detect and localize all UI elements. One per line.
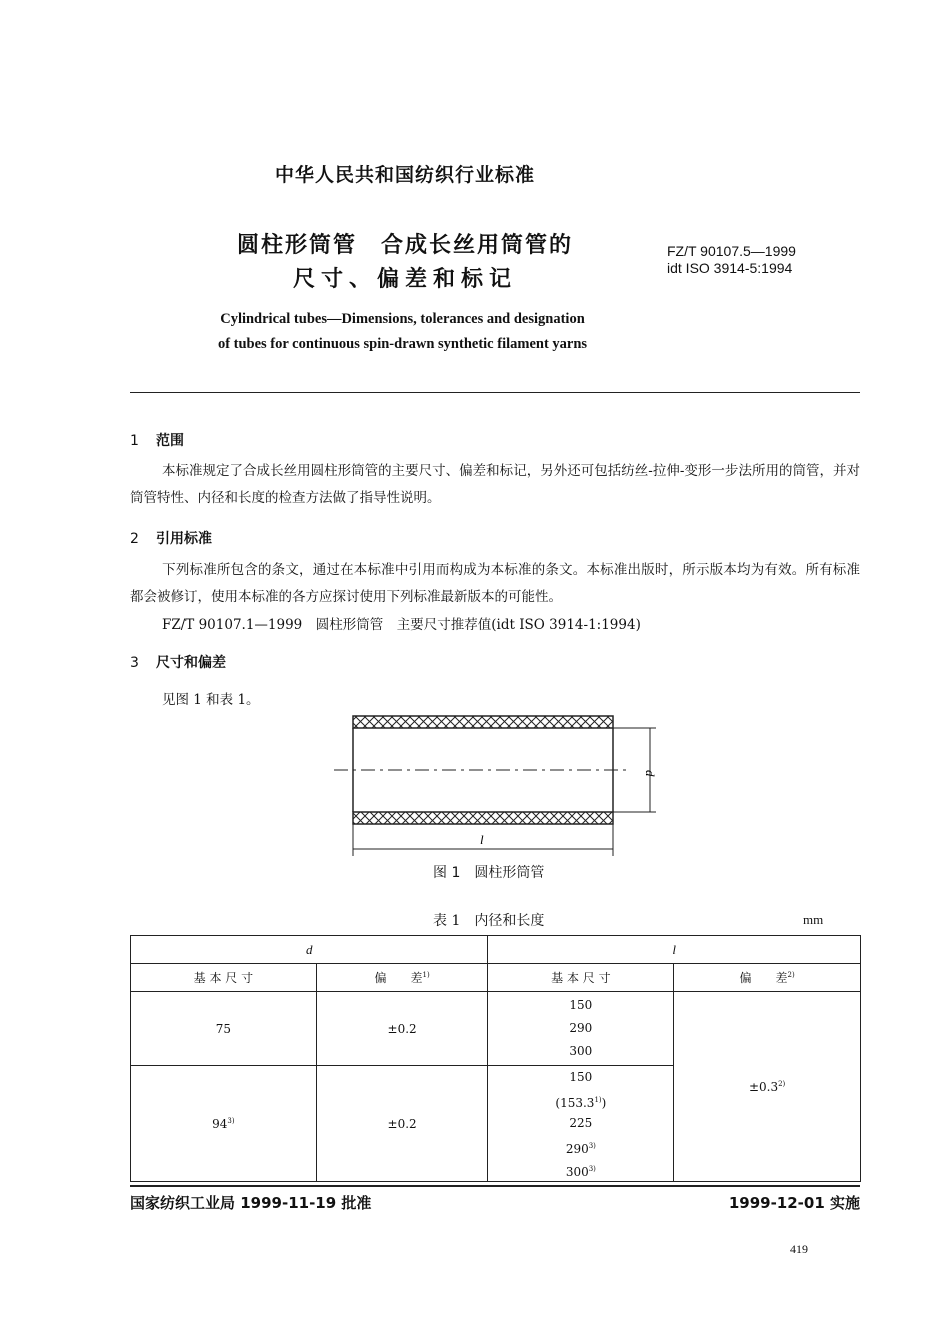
length-tolerance: $\pm 0.3^{2)}$ [674, 992, 861, 1182]
tube-top-wall [353, 716, 613, 728]
table-group-header-row [131, 936, 861, 964]
header-organization: 中华人民共和国纺织行业标准 [274, 164, 535, 186]
row1-diameter-tolerance: ±0.2 [316, 992, 488, 1066]
figure-caption: 图 1 圆柱形筒管 [433, 865, 545, 881]
section-2-reference: FZ/T 90107.1—1999 圆柱形筒管 主要尺寸推荐值(idt ISO 3914-1:1994) [162, 617, 641, 633]
section-3-text: 见图 1 和表 1。 [162, 692, 260, 708]
row1-lengths: 150 290 300 [488, 992, 674, 1066]
header-l-basic: 基 本 尺 寸 [488, 964, 674, 992]
table-caption: 表 1 内径和长度 [433, 913, 545, 929]
footer-divider [130, 1185, 860, 1187]
section-1-text-block [130, 458, 860, 512]
row1-diameter: 75 [131, 992, 317, 1066]
standard-idt: idt ISO 3914-5:1994 [667, 260, 793, 276]
section-1-number: 1 [130, 433, 139, 449]
section-1-heading [130, 430, 184, 450]
dimension-d-label: d [643, 770, 658, 777]
section-2-title: 引用标准 [156, 531, 212, 547]
section-2-text: 下列标准所包含的条文，通过在本标准中引用而构成为本标准的条文。本标准出版时，所示版本均为有效。所有标准都会被修订，使用本标准的各方应探讨使用下列标准最新版本的可能性。 [130, 562, 860, 605]
section-2-heading [130, 528, 212, 548]
group-header-l: l [488, 936, 861, 964]
section-3-title: 尺寸和偏差 [156, 655, 226, 671]
title-cn-line1: 圆柱形筒管 合成长丝用筒管的 [236, 233, 573, 258]
header-divider [130, 392, 860, 393]
group-header-d: d [131, 936, 488, 964]
row2-diameter: 94$^{3)}$ [131, 1066, 317, 1182]
implementation-date: 1999-12-01 实施 [728, 1194, 860, 1212]
standard-code: FZ/T 90107.5—1999 [667, 243, 796, 259]
title-en-line1: Cylindrical tubes—Dimensions, tolerances and designation [220, 311, 585, 327]
header-d-basic: 基 本 尺 寸 [131, 964, 317, 992]
title-cn-line2: 尺寸、偏差和标记 [292, 267, 517, 292]
row2-diameter-tolerance: ±0.2 [316, 1066, 488, 1182]
section-3-number: 3 [130, 655, 139, 671]
row2-lengths: 150 (153.3$^{1)}$) 225 290$^{3)}$ 300$^{3)}$ [488, 1066, 674, 1182]
tube-bottom-wall [353, 812, 613, 824]
section-3-heading [130, 652, 226, 672]
section-2-number: 2 [130, 531, 139, 547]
tube-figure [320, 708, 670, 860]
header-l-tolerance: 偏 差$^{2)}$ [674, 964, 861, 992]
title-en-line2: of tubes for continuous spin-drawn synthetic filament yarns [217, 336, 588, 352]
standard-code-block [667, 243, 796, 277]
table-header-row [131, 964, 861, 992]
dimension-l-label: l [480, 832, 484, 847]
section-1-text: 本标准规定了合成长丝用圆柱形筒管的主要尺寸、偏差和标记，另外还可包括纺丝-拉伸-变形一步法所用的筒管，并对筒管特性、内径和长度的检查方法做了指导性说明。 [130, 463, 860, 506]
table-row [131, 992, 861, 1066]
table-unit: mm [803, 912, 824, 927]
section-1-title: 范围 [156, 433, 184, 449]
section-2-text-block [130, 557, 860, 611]
header-d-tolerance: 偏 差$^{1)}$ [316, 964, 488, 992]
approval-date: 国家纺织工业局 1999-11-19 批准 [130, 1194, 372, 1212]
page-number: 419 [790, 1242, 808, 1256]
dimensions-table [130, 935, 861, 1182]
